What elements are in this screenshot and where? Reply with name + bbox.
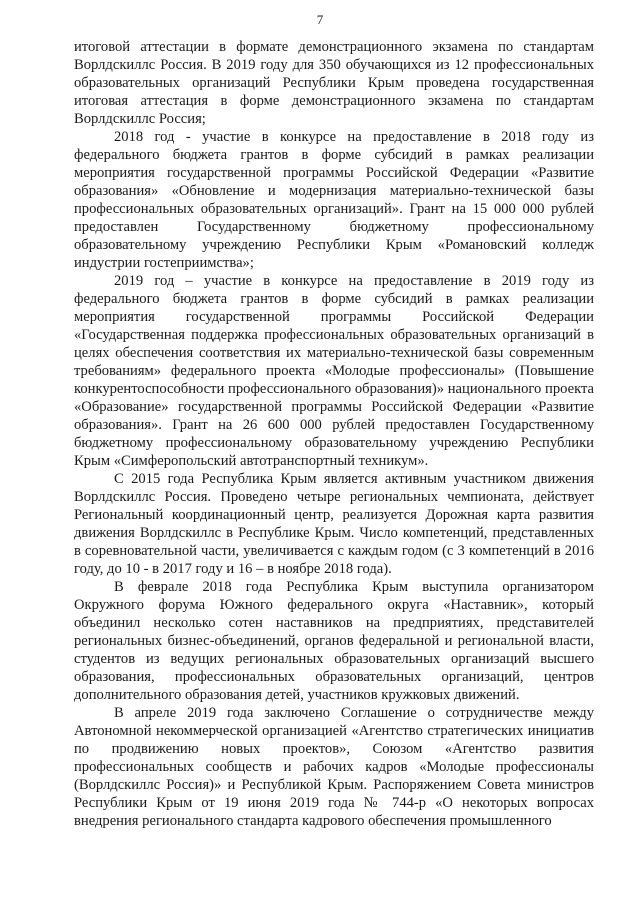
paragraph-4: С 2015 года Республика Крым является активным участником движения Ворлдскиллс Россия. Проведено четыре региональных чемпионата, действует Региональный координационный центр, реализуется Дорожная карта развития движения Ворлдскиллс в Республике Крым. Число компетенций, представленных в соревновательной части, увеличивается с каждым годом (с 3 компетенций в 2016 году, до 10 - в 2017 году и 16 – в ноябре 2018 года). (74, 471, 594, 577)
body-text (74, 38, 594, 830)
paragraph-2: 2018 год - участие в конкурсе на предоставление в 2018 году из федерального бюджета грантов в форме субсидий в рамках реализации мероприятия государственной программы Российской Федерации «Развитие образования» «Обновление и модернизация материально-технической базы профессиональных образовательных организаций». Грант на 15 000 000 рублей предоставлен Государственному бюджетному профессиональному образовательному учреждению Республики Крым «Романовский колледж индустрии гостеприимства»; (74, 129, 594, 271)
paragraph-1: итоговой аттестации в формате демонстрационного экзамена по стандартам Ворлдскиллс Россия. В 2019 году для 350 обучающихся из 12 профессиональных образовательных организаций Республики Крым проведена государственная итоговая аттестация в форме демонстрационного экзамена по стандартам Ворлдскиллс Россия; (74, 39, 594, 127)
paragraph-6: В апреле 2019 года заключено Соглашение о сотрудничестве между Автономной некоммерческой организацией «Агентство стратегических инициатив по продвижению новых проектов», Союзом «Агентство развития профессиональных сообществ и рабочих кадров «Молодые профессионалы (Ворлдскиллс Россия)» и Республикой Крым. Распоряжением Совета министров Республики Крым от 19 июня 2019 года № 744-р «О некоторых вопросах внедрения регионального стандарта кадрового обеспечения промышленного (74, 705, 594, 829)
paragraph-3: 2019 год – участие в конкурсе на предоставление в 2019 году из федерального бюджета грантов в форме субсидий в рамках реализации мероприятия государственной программы Российской Федерации «Государственная поддержка профессиональных образовательных организаций в целях обеспечения соответствия их материально-технической базы современным требованиям» федерального проекта «Молодые профессионалы» (Повышение конкурентоспособности профессионального образования)» национального проекта «Образование» государственной программы Российской Федерации «Развитие образования». Грант на 26 600 000 рублей предоставлен Государственному бюджетному профессиональному образовательному учреждению Республики Крым «Симферопольский автотранспортный техникум». (74, 273, 594, 469)
paragraph-5: В феврале 2018 года Республика Крым выступила организатором Окружного форума Южного федерального округа «Наставник», который объединил несколько сотен наставников на предприятиях, представителей региональных бизнес-объединений, органов федеральной и региональной власти, студентов из ведущих региональных образовательных организаций высшего образования, профессиональных образовательных организаций, центров дополнительного образования детей, участников кружковых движений. (74, 579, 594, 703)
page-number: 7 (316, 12, 324, 27)
